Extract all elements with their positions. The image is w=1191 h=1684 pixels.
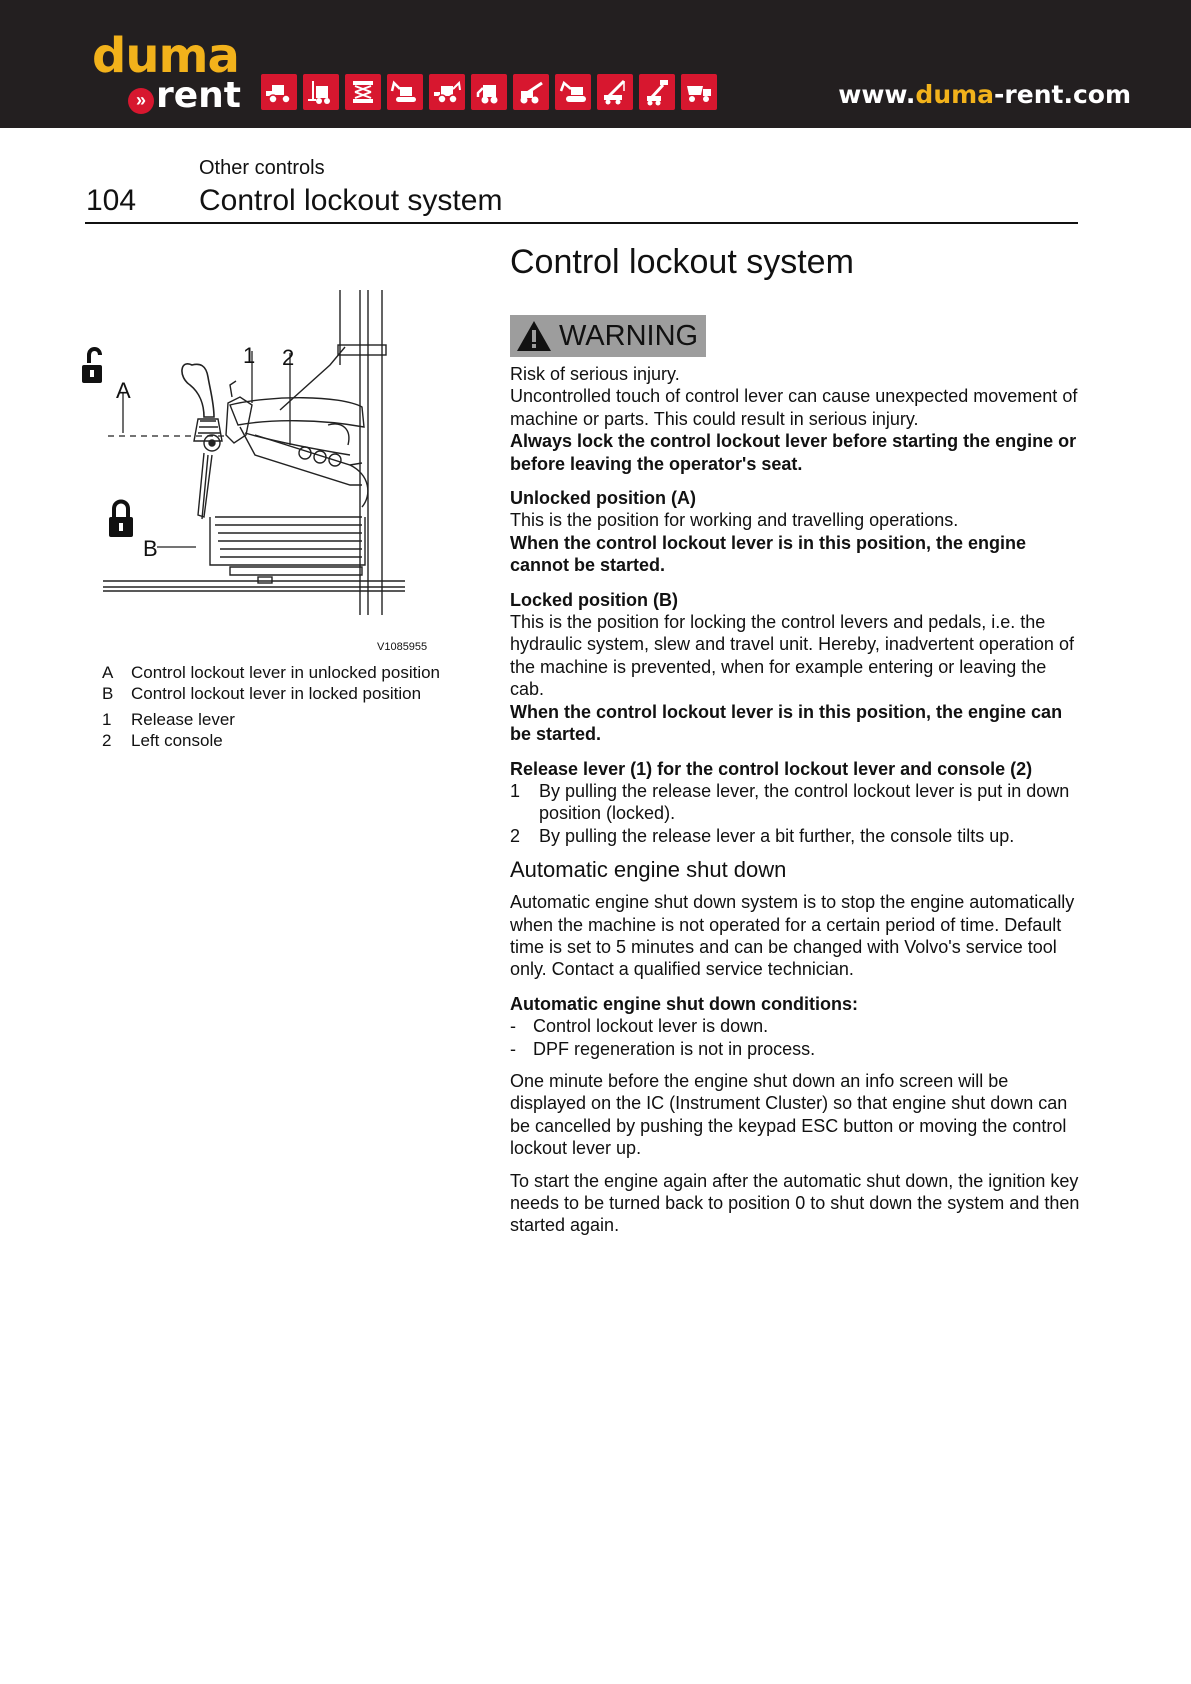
logo-duma-text: duma <box>92 28 239 84</box>
condition-dash: - <box>510 1016 516 1037</box>
telehandler-icon <box>513 74 549 110</box>
lockout-lever-illustration <box>80 285 450 655</box>
release-step <box>510 780 1082 825</box>
release-step <box>510 825 1082 847</box>
step-number: 1 <box>510 780 521 801</box>
legend-item <box>102 684 440 705</box>
main-content <box>510 245 1082 1237</box>
warning-line-2: Uncontrolled touch of control lever can cause unexpected movement of machine or parts. This could result in serious injury. <box>510 386 1078 429</box>
step-text: By pulling the release lever a bit further, the console tilts up. <box>539 825 1015 846</box>
spacer <box>510 1060 1082 1070</box>
release-heading: Release lever (1) for the control lockout lever and console (2) <box>510 758 1033 779</box>
forklift-icon <box>303 74 339 110</box>
warning-bold: Always lock the control lockout lever before starting the engine or before leaving the operator's seat. <box>510 431 1077 474</box>
section-label: Other controls <box>199 157 325 179</box>
legend-item <box>102 731 440 752</box>
locked-bold: When the control lockout lever is in this position, the engine can be started. <box>510 701 1063 745</box>
legend-text: Control lockout lever in unlocked position <box>131 663 441 682</box>
locked-text: This is the position for locking the control levers and pedals, i.e. the hydraulic system, slew and travel unit. Hereby, inadvertent operation of the machine is prevented, when for example entering or leaving the cab. <box>510 612 1074 700</box>
condition-text: DPF regeneration is not in process. <box>533 1038 816 1059</box>
url-brand: duma <box>915 80 995 109</box>
callout-1: 1 <box>243 343 256 368</box>
condition-text: Control lockout lever is down. <box>533 1016 769 1037</box>
logo-rent-text: rent <box>156 75 242 116</box>
backhoe-loader-icon <box>429 74 465 110</box>
dump-truck-icon <box>681 74 717 110</box>
content-title: Control lockout system <box>510 243 854 281</box>
logo-bullet-icon: » <box>128 88 154 114</box>
header-banner <box>0 0 1191 128</box>
crane-icon <box>597 74 633 110</box>
callout-2: 2 <box>282 345 295 370</box>
figure-id: V1085955 <box>377 641 428 653</box>
unlocked-padlock-icon <box>82 349 102 383</box>
excavator-icon <box>555 74 591 110</box>
page-number: 104 <box>86 184 137 217</box>
callout-A: A <box>116 378 131 403</box>
legend-key: 1 <box>102 710 112 729</box>
wheel-loader-icon <box>261 74 297 110</box>
legend-text: Left console <box>131 730 223 750</box>
unlocked-bold: When the control lockout lever is in this position, the engine cannot be started. <box>510 532 1027 576</box>
step-text: By pulling the release lever, the control lockout lever is put in down position (locked). <box>539 780 1070 824</box>
condition-dash: - <box>510 1038 516 1059</box>
illustration-svg <box>80 285 450 655</box>
compact-loader-icon <box>471 74 507 110</box>
legend-key: B <box>102 683 114 703</box>
legend-item <box>102 710 440 731</box>
auto-shutdown-restart: To start the engine again after the automatic shut down, the ignition key needs to be turned back to position 0 to shut down the system and then started again. <box>510 1170 1080 1236</box>
machine-icon-strip <box>261 74 717 110</box>
legend-item <box>102 663 440 684</box>
legend-key: A <box>102 663 114 682</box>
auto-shutdown-intro: Automatic engine shut down system is to stop the engine automatically when the machine is not operated for a certain period of time. Default time is set to 5 minutes and can be changed with Volvo's service tool only. Contact a qualified service technician. <box>510 892 1075 980</box>
header-rule <box>85 222 1078 224</box>
legend-text: Control lockout lever in locked position <box>131 683 422 703</box>
unlocked-text: This is the position for working and travelling operations. <box>510 510 959 531</box>
auto-shutdown-info-screen: One minute before the engine shut down an info screen will be displayed on the IC (Instrument Cluster) so that engine shut down can be cancelled by pushing the keypad ESC button or moving the control lockout lever up. <box>510 1070 1068 1159</box>
scissor-lift-icon <box>345 74 381 110</box>
legend-key: 2 <box>102 730 112 750</box>
boom-lift-icon <box>639 74 675 110</box>
warning-box <box>510 315 706 357</box>
conditions-heading: Automatic engine shut down conditions: <box>510 993 858 1014</box>
warning-label: WARNING <box>559 319 699 352</box>
locked-padlock-icon <box>109 502 133 538</box>
figure-legend <box>102 663 440 751</box>
spacer <box>510 1160 1082 1170</box>
condition-item <box>510 1038 1082 1060</box>
step-number: 2 <box>510 825 521 846</box>
unlocked-heading: Unlocked position (A) <box>510 488 696 509</box>
url-suffix: -rent.com <box>994 80 1131 109</box>
locked-heading: Locked position (B) <box>510 589 678 610</box>
duma-rent-logo[interactable] <box>90 28 242 120</box>
url-prefix: www. <box>838 80 916 109</box>
condition-item <box>510 1015 1082 1037</box>
warning-line-1: Risk of serious injury. <box>510 364 680 384</box>
mini-excavator-icon <box>387 74 423 110</box>
auto-shutdown-heading: Automatic engine shut down <box>510 857 787 883</box>
warning-triangle-icon <box>515 319 553 353</box>
legend-text: Release lever <box>131 710 235 729</box>
website-url[interactable] <box>838 82 1131 107</box>
page-title: Control lockout system <box>199 184 503 217</box>
callout-B: B <box>143 536 158 561</box>
